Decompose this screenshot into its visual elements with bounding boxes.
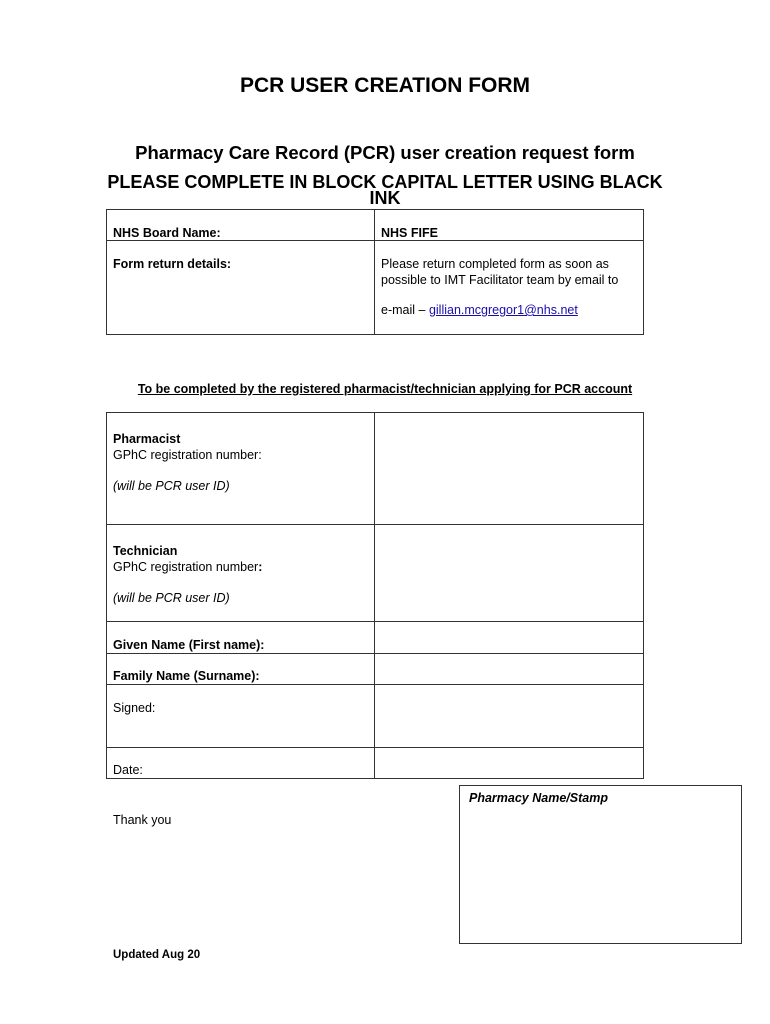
- pharmacist-title: Pharmacist: [113, 432, 181, 446]
- pharmacy-stamp-label: Pharmacy Name/Stamp: [469, 791, 608, 805]
- signed-label-cell: [107, 685, 375, 748]
- technician-row: [107, 525, 644, 622]
- technician-reg-label: GPhC registration number: [113, 560, 259, 574]
- signed-label: Signed:: [113, 701, 156, 715]
- form-instruction: PLEASE COMPLETE IN BLOCK CAPITAL LETTER USING BLACK INK: [107, 172, 663, 208]
- email-line: [381, 303, 637, 319]
- family-name-input[interactable]: [375, 654, 644, 685]
- board-name-value-cell: [375, 210, 644, 241]
- technician-reg-input[interactable]: [375, 525, 644, 622]
- date-label: Date:: [113, 763, 143, 777]
- technician-note: (will be PCR user ID): [113, 591, 230, 605]
- family-name-label-cell: [107, 654, 375, 685]
- technician-reg-colon: :: [258, 560, 263, 574]
- family-name-row: [107, 654, 644, 685]
- pharmacist-reg-input[interactable]: [375, 413, 644, 525]
- given-name-label: Given Name (First name):: [113, 638, 265, 652]
- family-name-label: Family Name (Surname):: [113, 669, 260, 683]
- return-details-value-cell: [375, 241, 644, 335]
- form-title: PCR USER CREATION FORM: [239, 74, 531, 97]
- pharmacist-note: (will be PCR user ID): [113, 479, 230, 493]
- return-details-label: Form return details:: [113, 257, 232, 271]
- email-prefix: e-mail –: [381, 303, 429, 317]
- given-name-label-cell: [107, 622, 375, 654]
- return-details-label-cell: [107, 241, 375, 335]
- technician-label-cell: [107, 525, 375, 622]
- updated-footer: Updated Aug 20: [113, 949, 201, 961]
- technician-title: Technician: [113, 544, 178, 558]
- applicant-table: [106, 412, 644, 779]
- pharmacist-label-cell: [107, 413, 375, 525]
- technician-reg-label-line: [113, 559, 368, 575]
- board-name-value: NHS FIFE: [381, 226, 438, 240]
- pharmacy-stamp-box[interactable]: [459, 785, 742, 944]
- email-link[interactable]: gillian.mcgregor1@nhs.net: [428, 303, 578, 317]
- given-name-input[interactable]: [375, 622, 644, 654]
- board-name-row: [107, 210, 644, 241]
- return-details-text: Please return completed form as soon as possible to IMT Facilitator team by email to: [381, 257, 619, 287]
- given-name-row: [107, 622, 644, 654]
- return-details-row: [107, 241, 644, 335]
- date-input[interactable]: [375, 748, 644, 779]
- thank-you-text: Thank you: [113, 813, 172, 827]
- signature-input[interactable]: [375, 685, 644, 748]
- board-details-table: [106, 209, 644, 335]
- board-name-label: NHS Board Name:: [113, 226, 221, 240]
- date-row: [107, 748, 644, 779]
- date-label-cell: [107, 748, 375, 779]
- board-name-label-cell: [107, 210, 375, 241]
- pharmacist-reg-label: GPhC registration number:: [113, 448, 262, 462]
- section-heading: To be completed by the registered pharmacist/technician applying for PCR account: [137, 382, 633, 396]
- signed-row: [107, 685, 644, 748]
- form-subtitle: Pharmacy Care Record (PCR) user creation request form: [135, 142, 635, 163]
- pharmacist-row: [107, 413, 644, 525]
